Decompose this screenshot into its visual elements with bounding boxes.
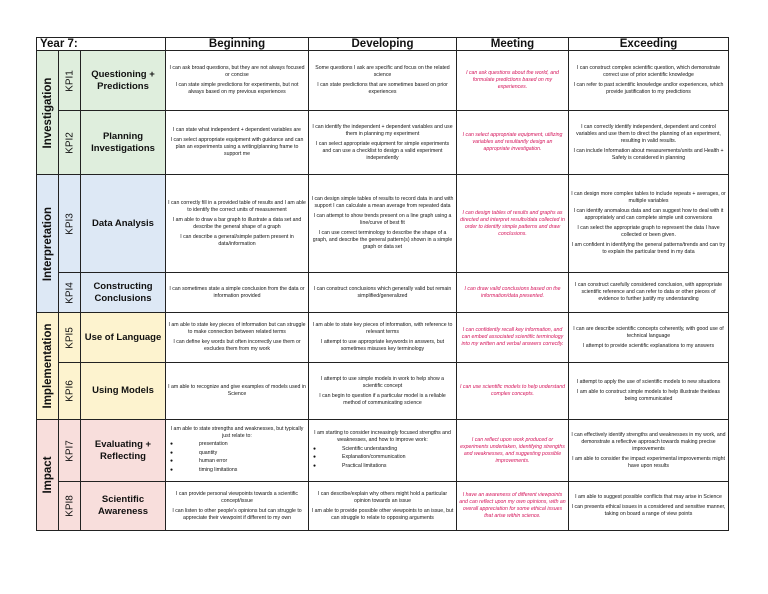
meeting-cell: I can design tables of results and graphs as directed and interpret results/data collected in order to identify simple patterns and draw conclusions. bbox=[457, 175, 569, 273]
meeting-cell: I can select appropriate equipment, utilizing variables and resultantly design an appropriate investigation. bbox=[457, 111, 569, 175]
bullet-list bbox=[311, 446, 454, 470]
list-item: ● Explanation/communication bbox=[313, 454, 454, 461]
stage-impact bbox=[37, 420, 59, 531]
kpi-code: KPI2 bbox=[59, 111, 81, 175]
skill-name: Planning Investigations bbox=[81, 111, 166, 175]
developing-cell: I can construct conclusions which generally valid but remain simplified/generalized bbox=[309, 273, 457, 313]
row-kpi7 bbox=[37, 420, 729, 482]
stage-label: Impact bbox=[41, 456, 54, 494]
stage-label: Interpretation bbox=[41, 206, 54, 281]
row-kpi5 bbox=[37, 313, 729, 363]
exceeding-cell: I can construct complex scientific question, which demonstrate correct use of prior scientific knowledge I can refer to past scientific knowledge and/or experiences, which provide justification to my predictions bbox=[569, 51, 729, 111]
meeting-cell: I can reflect upon work produced or experiments undertaken, identifying strengths and weaknesses, and suggesting possible improvements. bbox=[457, 420, 569, 482]
list-item: ● human error bbox=[170, 458, 306, 465]
assessment-grid bbox=[36, 37, 729, 531]
skill-name: Questioning + Predictions bbox=[81, 51, 166, 111]
stage-investigation bbox=[37, 51, 59, 175]
meeting-cell: I can ask questions about the world, and formulate predictions based on my experiences. bbox=[457, 51, 569, 111]
exceeding-cell: I can construct carefully considered conclusion, with appropriate scientific reference and can refer to data or other pieces of evidence to further justify my understanding bbox=[569, 273, 729, 313]
skill-name: Using Models bbox=[81, 363, 166, 420]
column-beginning: Beginning bbox=[166, 38, 309, 51]
exceeding-cell: I am able to suggest possible conflicts that may arise in Science I can presents ethical issues in a considered and sensitive manner, taking on board a range of view points bbox=[569, 482, 729, 531]
stage-interpretation bbox=[37, 175, 59, 313]
skill-name: Data Analysis bbox=[81, 175, 166, 273]
stage-label: Implementation bbox=[41, 323, 54, 409]
kpi-code: KPI7 bbox=[59, 420, 81, 482]
kpi-code: KPI8 bbox=[59, 482, 81, 531]
meeting-cell: I can use scientific models to help understand complex concepts. bbox=[457, 363, 569, 420]
developing-cell: I can describe/explain why others might hold a particular opinion towards an issue I am able to provide possible other viewpoints to an issue, but can struggle to relate to opposing arguments bbox=[309, 482, 457, 531]
row-kpi4 bbox=[37, 273, 729, 313]
beginning-cell: I am able to state strengths and weaknesses, but typically just relate to: ● presentation ● quantity ● human error ● timing limitations bbox=[166, 420, 309, 482]
developing-cell: Some questions I ask are specific and focus on the related science I can state predictions that are sometimes based on prior experiences bbox=[309, 51, 457, 111]
meeting-cell: I can draw valid conclusions based on the information/data presented. bbox=[457, 273, 569, 313]
beginning-cell: I can ask broad questions, but they are not always focused or concise I can state simple predictions for experiments, but not always based on my previous experiences bbox=[166, 51, 309, 111]
row-kpi1 bbox=[37, 51, 729, 111]
year-label: Year 7: bbox=[37, 38, 166, 51]
beginning-cell: I can correctly fill in a provided table of results and I am able to identify the correct units of measurement I am able to draw a bar graph to illustrate a data set and describe the general shape of a graph I can describe a general/simple pattern present in data/information bbox=[166, 175, 309, 273]
exceeding-cell: I attempt to apply the use of scientific models to new situations I am able to construct simple models to help illustrate theideas being communicated bbox=[569, 363, 729, 420]
exceeding-cell: I can design more complex tables to include repeats + averages, or multiple variables I can identify anomalous data and can suggest how to deal with it appropriately and can complete simple unit conversions I can select the appropriate graph to represent the data I have collected or been given. I am confident in identifying the general patterns/trends and can try to explain the particular trend in my data bbox=[569, 175, 729, 273]
column-meeting: Meeting bbox=[457, 38, 569, 51]
kpi-code: KPI5 bbox=[59, 313, 81, 363]
kpi-code: KPI1 bbox=[59, 51, 81, 111]
list-item: ● timing limitations bbox=[170, 467, 306, 474]
developing-cell: I am starting to consider increasingly focused strengths and weaknesses, and how to improve work: ● Scientific understanding ● Explanation/communication ● Practical limitations bbox=[309, 420, 457, 482]
developing-cell: I am able to state key pieces of information, with reference to relevant terms I attempt to use appropriate keywords in answers, but sometimes misuses key terminology bbox=[309, 313, 457, 363]
skill-name: Constructing Conclusions bbox=[81, 273, 166, 313]
beginning-cell: I am able to state key pieces of information but can struggle to make connection between related terms I can define key words but often incorrectly use them or excludes them from my work bbox=[166, 313, 309, 363]
list-item: ● presentation bbox=[170, 441, 306, 448]
beginning-cell: I am able to recognize and give examples of models used in Science bbox=[166, 363, 309, 420]
column-developing: Developing bbox=[309, 38, 457, 51]
developing-cell: I attempt to use simple models in work to help show a scientific concept I can begin to question if a particular model is a reliable method of communicating science bbox=[309, 363, 457, 420]
skill-name: Scientific Awareness bbox=[81, 482, 166, 531]
beginning-cell: I can state what independent + dependent variables are I can select appropriate equipment with guidance and can plan an experiments using a writing/planning frame to support me bbox=[166, 111, 309, 175]
bullet-list bbox=[168, 441, 306, 474]
exceeding-cell: I can correctly identify independent, dependent and control variables and use them to direct the planning of an experiment, resulting in valid results. I can include Information about measurements/units and Health + Safety is considered in planning bbox=[569, 111, 729, 175]
exceeding-cell: I can effectively identify strengths and weaknesses in my work, and demonstrate a reflective approach towards making precise improvements I am able to consider the impact experimental improvements might have upon results bbox=[569, 420, 729, 482]
row-kpi3 bbox=[37, 175, 729, 273]
row-kpi2 bbox=[37, 111, 729, 175]
meeting-cell: I can confidently recall key information, and can embed associated scientific terminology into my written and verbal answers correctly. bbox=[457, 313, 569, 363]
row-kpi8 bbox=[37, 482, 729, 531]
kpi-code: KPI3 bbox=[59, 175, 81, 273]
header-row bbox=[37, 38, 729, 51]
kpi-code: KPI6 bbox=[59, 363, 81, 420]
list-item: ● Practical limitations bbox=[313, 463, 454, 470]
column-exceeding: Exceeding bbox=[569, 38, 729, 51]
row-kpi6 bbox=[37, 363, 729, 420]
meeting-cell: I have an awareness of different viewpoints and can reflect upon my own opinions, with an overall appreciation for some ethical issues that arise within science. bbox=[457, 482, 569, 531]
stage-implementation bbox=[37, 313, 59, 420]
list-item: ● quantity bbox=[170, 450, 306, 457]
developing-cell: I can identify the independent + dependent variables and use them in planning my experiment I can select appropriate equipment for simple experiments and can use a checklist to design a valid experiment independently bbox=[309, 111, 457, 175]
exceeding-cell: I can are describe scientific concepts coherently, with good use of technical language I attempt to provide scientific explanations to my answers bbox=[569, 313, 729, 363]
list-item: ● Scientific understanding bbox=[313, 446, 454, 453]
beginning-cell: I can sometimes state a simple conclusion from the data or information provided bbox=[166, 273, 309, 313]
stage-label: Investigation bbox=[41, 77, 54, 148]
kpi-code: KPI4 bbox=[59, 273, 81, 313]
beginning-cell: I can provide personal viewpoints towards a scientific concept/issue I can listen to other people's opinions but can struggle to appreciate their viewpoint if different to my own bbox=[166, 482, 309, 531]
developing-cell: I can design simple tables of results to record data in and with support I can calculate a mean average from repeated data I can attempt to show trends present on a line graph using a line/curve of best fit I can use correct terminology to describe the shape of a graph, and describe the general pattern(s) shown in a simple graph or data set bbox=[309, 175, 457, 273]
skill-name: Use of Language bbox=[81, 313, 166, 363]
skill-name: Evaluating + Reflecting bbox=[81, 420, 166, 482]
